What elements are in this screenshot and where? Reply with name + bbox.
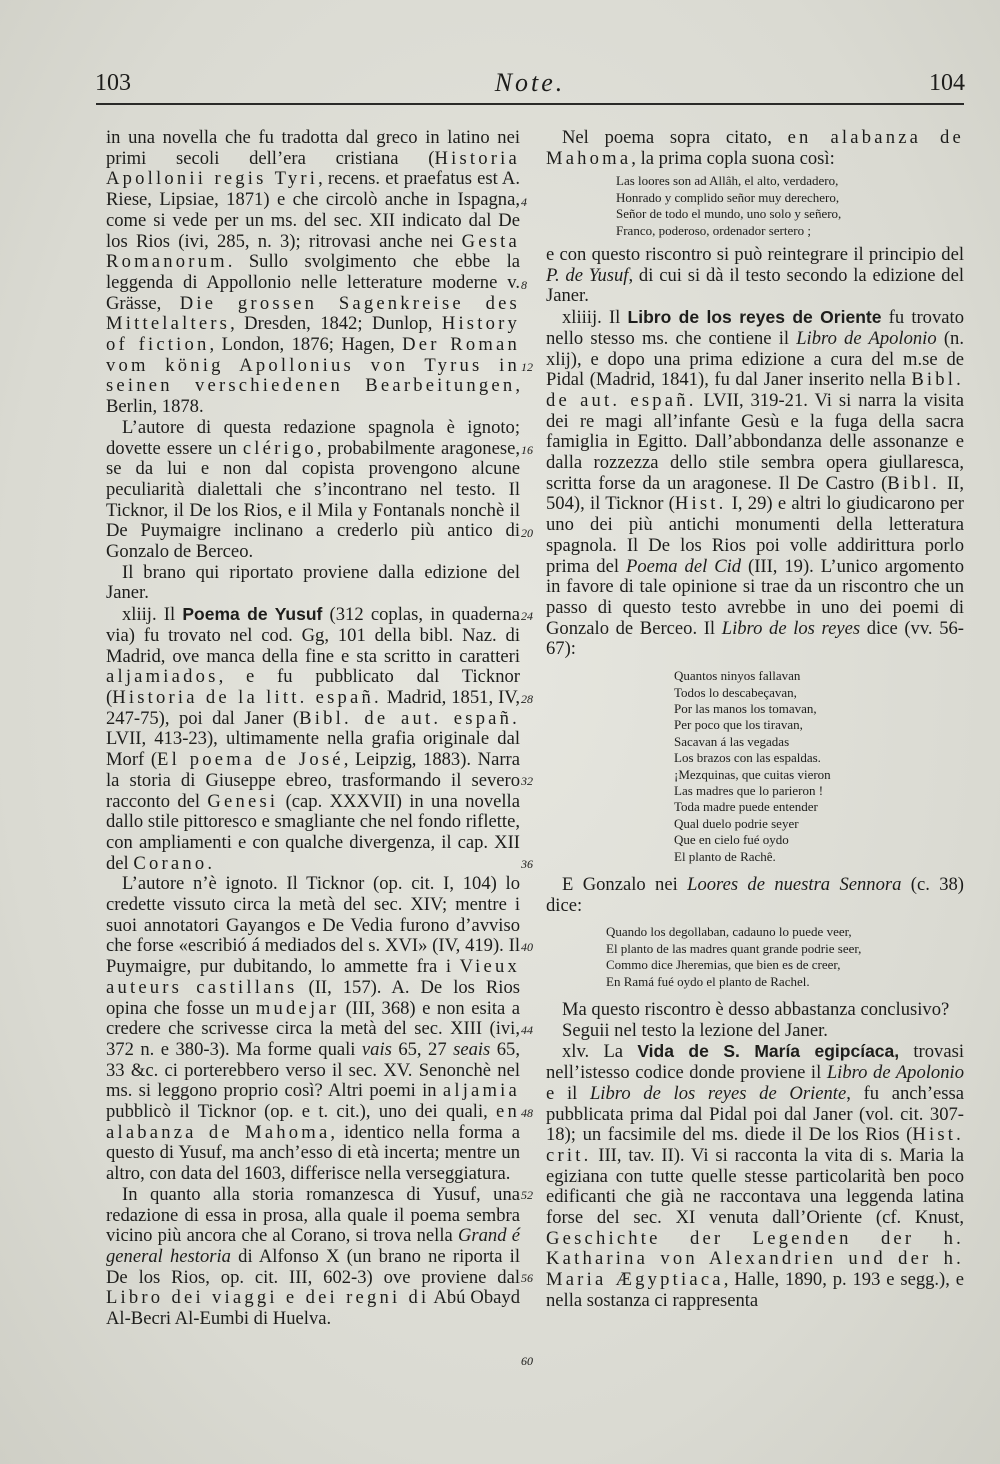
header-rule (96, 103, 964, 105)
text-run: , Halle, 1890, p. 193 e segg.), e nella sostanza ci rappresenta (546, 1269, 964, 1311)
spaced-title: Vieux auteurs castillans (106, 956, 520, 998)
right-column (546, 128, 964, 1312)
spaced-title: Genesi (207, 790, 279, 812)
text-run: Ma questo riscontro è desso abbastanza conclusivo? (562, 999, 950, 1020)
text-run: 65, 27 (391, 1038, 454, 1060)
spaced-title: aljamia (442, 1080, 520, 1102)
italic-text: Grand é general hestoria (106, 1225, 520, 1267)
verse-block-copla (616, 173, 964, 239)
spaced-title: Libro dei viaggi e dei regni di (106, 1287, 430, 1309)
text-run: , Dresden, 1842; Dunlop, (230, 313, 442, 335)
work-title: Poema de Yusuf (182, 604, 323, 625)
verse-line: Qual duelo podrie seyer (674, 815, 799, 831)
text-run: e il (546, 1082, 590, 1104)
verse-line: El planto de Rachê. (674, 848, 776, 864)
spaced-title: Hist. (674, 493, 727, 515)
line-number: 32 (521, 774, 533, 789)
text-run: , la prima copla suona così: (631, 147, 835, 169)
text-run: , probabilmente aragonese, se da lui e non dal copista provengono alcune peculiarità dialettali che s’incontrano nel testo. Il Ticknor, il De los Rios, e il Mila y Fontanals nonchè il De Puymaigre inclinano a crederlo più antico di Gonzalo de Berceo. (106, 437, 520, 563)
spaced-title: Hist. crit. (546, 1124, 964, 1166)
text-run: L’autore di questa redazione spagnola è ignoto; dovette essere un (106, 416, 520, 459)
italic-text: Libro de los reyes (721, 617, 861, 639)
verse-line: El planto de las madres quant grande podrie seer, (606, 940, 862, 956)
verse-block-loores (606, 924, 964, 990)
text-run: trovasi nell’istesso codice donde proviene il (546, 1041, 965, 1084)
text-run: , recens. et praefatus est A. Riese, Lipsiae, 1871) e che circolò anche in Ispagna, come si vede per un ms. del sec. XII indicato dal De los Rios (ivi, 285, n. 3); ritrovasi anche nei (106, 168, 520, 252)
text-run: I, 29) e altri lo giudicarono per uno dei più antichi monumenti della letteratura spagnola. Il De los Rios poi volle addirittura porlo prima del (546, 493, 964, 577)
paragraph-libro-reyes (546, 307, 964, 660)
spaced-title: clérigo (242, 437, 317, 459)
spaced-title: Historia Apollonii regis Tyri (106, 147, 520, 190)
verse-line: Sacavan á las vegadas (674, 733, 790, 749)
paragraph-seguii (546, 1021, 964, 1042)
spaced-title: Die grossen Sagenkreise des Mittelalters (106, 292, 520, 335)
text-run: , Berlin, 1878. (106, 375, 520, 418)
text-run: 65, 33 &c. ci porterebbero verso il sec. XV. Senonchè nel ms. si leggono proprio così? Altri poemi in (106, 1038, 521, 1102)
paragraph-riscontro (546, 1000, 964, 1021)
text-run: di Alfonso X (un brano ne riporta il De los Rios, op. cit. III, 602-3) ove proviene dal (106, 1245, 520, 1288)
text-run: xlv. La (562, 1041, 638, 1063)
text-run: L’autore n’è ignoto. Il Ticknor (op. cit. I, 104) lo credette vissuto circa la metà del sec. XIV; mentre i suoi annotatori Gayangos e De Vedia furono d’avviso che forse «escribió á mediados del s. XVI» (IV, 419). Il Puymaigre, pur dubitando, lo ammette fra i (106, 873, 520, 978)
spaced-title: mudejar (255, 997, 340, 1019)
line-numbers (521, 128, 547, 1388)
text-run: III, tav. II). Vi si racconta la vita di s. Maria la egiziana con tutte quelle stesse particolarità ben poco edificanti che già ne raccontava una leggenda latina forse del sec. XI venuta dall’Oriente (cf. Knust, (546, 1144, 964, 1229)
text-run: in una novella che fu tradotta dal greco in latino nei primi secoli dell’era cristiana ( (106, 127, 520, 169)
text-run: (312 coplas, in quaderna via) fu trovato nel cod. Gg, 101 della bibl. Naz. di Madrid, ove manca della fine e sta scritto in caratteri (106, 604, 520, 667)
line-number: 48 (521, 1105, 533, 1120)
paragraph-vida-maria (546, 1041, 964, 1311)
page-number-right: 104 (929, 70, 965, 96)
verse-line: Todos lo descabeçavan, (674, 684, 797, 700)
text-run: E Gonzalo nei (562, 873, 688, 895)
paragraph (106, 128, 520, 418)
verse-line: Señor de todo el mundo, uno solo y señero, (616, 206, 842, 222)
spaced-title: Gesta Romanorum (106, 230, 520, 273)
text-run: , e fu pubblicato dal Ticknor ( (106, 666, 520, 708)
text-run: pubblicò il Ticknor (op. e t. cit.), uno dei quali, (106, 1101, 497, 1123)
work-title: Libro de los reyes de Oriente (627, 307, 882, 328)
text-run: . Sullo svolgimento che ebbe la leggenda di Appollonio nelle letterature moderne v. Grässe, (106, 251, 520, 314)
text-run: dice (vv. 56-67): (546, 617, 964, 660)
verse-line: Quando los degollaban, cadauno lo puede veer, (606, 924, 852, 940)
spaced-title: Der Roman vom könig Apollonius von Tyrus in seinen verschiedenen Bearbeitungen (106, 334, 520, 397)
spaced-title: Bibl. (887, 472, 940, 494)
text-run: Seguii nel testo la lezione del Janer. (562, 1019, 828, 1041)
verse-line: Que en cielo fué oydo (674, 832, 789, 848)
work-title: Vida de S. María egipcíaca, (637, 1041, 900, 1062)
running-title: Note. (494, 68, 566, 97)
verse-line: Quantos ninyos fallavan (674, 668, 801, 684)
verse-line: Franco, poderoso, ordenador sertero ; (616, 222, 811, 238)
text-run: Il brano qui riportato proviene dalla edizione del Janer. (106, 561, 520, 604)
italic-text: seais (453, 1038, 491, 1060)
text-run: In quanto alla storia romanzesca di Yusuf, una redazione di essa in prosa, alla quale il poema sembra vicino più ancora che al Corano, si trova nella (106, 1183, 520, 1247)
text-run: , identico nella forma a questo di Yusuf, ma anch’esso di età incerta; mentre un altro, con data del 1603, differisce nella verseggiatura. (106, 1121, 520, 1185)
verse-line: ¡Mezquinas, que cuitas vieron (674, 766, 831, 782)
verse-line: Los brazos con las espaldas. (674, 750, 821, 766)
spaced-title: Historia de la litt. españ. (112, 686, 382, 708)
text-run: Madrid, 1851, IV, 247-75), poi dal Janer ( (106, 686, 520, 729)
paragraph-gonzalo (546, 875, 964, 916)
line-number: 24 (521, 608, 533, 623)
spaced-title: Bibl. de aut. españ. (546, 369, 964, 411)
italic-text: P. de Yusuf (546, 264, 629, 286)
line-number: 36 (521, 857, 533, 872)
text-run: LVII, 413-23), ultimamente nella grafia originale dal Morf ( (106, 728, 520, 771)
text-run: Nel poema sopra citato, (562, 127, 788, 148)
text-run: (n. xlij), e dopo una prima edizione a cura del m.se de Pidal (Madrid, 1841), fu dal Janer inserito nella (546, 327, 964, 391)
text-run: , London, 1876; Hagen, (209, 334, 403, 356)
italic-text: Loores de nuestra Sennora (687, 873, 902, 895)
italic-text: Poema del Cid (625, 555, 742, 577)
verse-block-reyes (674, 668, 964, 865)
italic-text: Libro de Apolonio (826, 1062, 964, 1084)
spaced-title: Geschichte der Legenden der h. Katharina von Alexandrien und der h. Maria Ægyptiaca (546, 1227, 964, 1291)
text-run: e con questo riscontro si può reintegrare il principio del (546, 244, 964, 266)
paragraph (106, 563, 520, 604)
text-run: (III, 19). L’unico argomento in favore di tale opinione si trae da un riscontro che un passo di questo testo avrebbe in uno dei poemi di Gonzalo de Berceo. Il (546, 555, 964, 639)
text-run: Abú Obayd Al-Becri Al-Eumbi di Huelva. (106, 1287, 520, 1330)
paragraph (106, 418, 520, 563)
left-column (106, 128, 520, 1330)
verse-line: Las loores son ad Allâh, el alto, verdadero, (616, 173, 839, 189)
line-number: 8 (521, 277, 527, 292)
text-run: (cap. XXXVII) in una novella dallo stile pittoresco e smagliante che nel fondo riflette, con ampliamenti e con qualche divergenza, il cap. XII del (106, 790, 520, 874)
paragraph (106, 604, 520, 874)
paragraph-alabanza (546, 128, 964, 169)
paragraph-reintegrare (546, 245, 964, 307)
line-number: 28 (521, 691, 533, 706)
verse-line: En Ramá fué oydo el planto de Rachel. (606, 973, 810, 989)
spaced-title: El poema de José (157, 749, 344, 771)
running-head (95, 66, 965, 106)
line-number: 40 (521, 940, 533, 954)
line-number: 20 (521, 526, 533, 540)
line-number: 60 (521, 1354, 533, 1368)
page-number-left: 103 (95, 70, 131, 96)
line-number: 12 (521, 360, 533, 375)
line-number: 56 (521, 1271, 533, 1286)
line-number: 16 (521, 443, 533, 458)
paragraph (106, 1185, 520, 1330)
verse-line: Toda madre puede entender (674, 799, 818, 815)
italic-text: Libro de los reyes de Oriente (589, 1082, 847, 1104)
spaced-title: Bibl. de aut. españ. (299, 707, 520, 729)
text-run: , fu anch’essa pubblicata prima dal Pidal poi dal Janer (vol. cit. 307-18); un facsimile del ms. diede il De los Rios ( (546, 1082, 964, 1146)
text-run: , Leipzig, 1883). Narra la storia di Giuseppe ebreo, trasformando il severo racconto del (106, 749, 520, 812)
text-run: (c. 38) dice: (546, 873, 964, 916)
italic-text: vais (361, 1038, 392, 1060)
text-run: fu trovato nello stesso ms. che contiene il (546, 307, 964, 349)
line-number: 52 (521, 1188, 533, 1203)
line-number: 4 (521, 194, 527, 209)
verse-line: Commo dice Jheremias, que bien es de creer, (606, 957, 841, 973)
spaced-title: History of fiction (106, 313, 520, 356)
verse-line: Las madres que lo parieron ! (674, 782, 824, 798)
paragraph (106, 874, 520, 1185)
text-run: , di cui si dà il testo secondo la edizione del Janer. (546, 264, 964, 307)
spaced-title: aljamiados (106, 666, 219, 688)
text-run: LVII, 319-21. Vi si narra la visita dei re magi all’infante Gesù e la fuga della sacra famiglia in Egitto. Dall’abbondanza delle assonanze e dalla rozzezza dello stile sembra opera giullaresca, scritta forse da un aragonese. Il De Castro ( (546, 389, 965, 494)
line-number: 44 (521, 1022, 533, 1037)
spaced-title: en alabanza de Mahoma (106, 1101, 520, 1143)
text-run: (III, 368) e non esita a credere che scrivesse circa la metà del sec. XIII (ivi, 372 n. e 380-3). Ma forme quali (106, 997, 521, 1060)
verse-line: Por las manos los tomavan, (674, 700, 817, 716)
text-run: xliij. Il (122, 604, 183, 626)
text-run: xliiij. Il (562, 307, 628, 329)
text-run: II, 504), il Ticknor ( (546, 472, 964, 515)
spaced-title: Corano (133, 852, 208, 874)
verse-line: Per poco que los tiravan, (674, 717, 803, 733)
italic-text: Libro de Apolonio (796, 327, 937, 349)
text-run: . (207, 852, 212, 874)
text-run: (II, 157). A. De los Rios opina che fosse un (106, 976, 520, 1019)
spaced-title: en alabanza de Mahoma (546, 127, 964, 169)
verse-line: Honrado y complido señor muy derechero, (616, 189, 840, 205)
